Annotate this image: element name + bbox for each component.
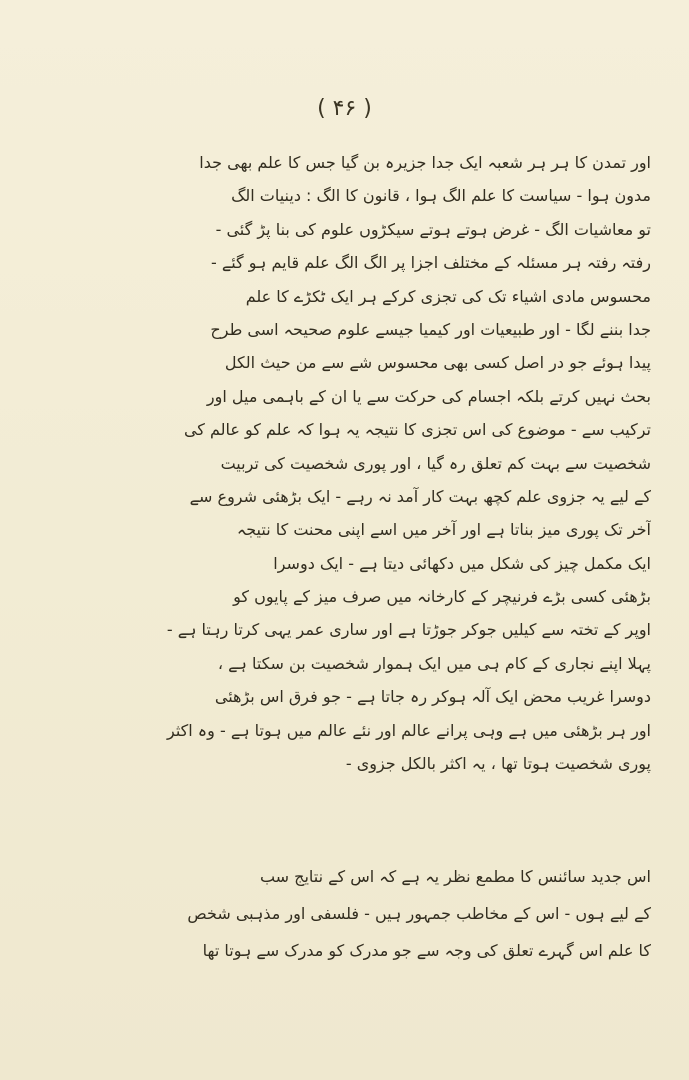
text-line: اور تمدن کا ہر ہر شعبہ ایک جدا جزیرہ بن گیا جس کا علم بھی جدا <box>199 153 651 172</box>
text-line: جدا بننے لگا - اور طبیعیات اور کیمیا جیسے علوم صحیحہ اسی طرح <box>210 319 651 339</box>
text-line: بحث نہیں کرتے بلکہ اجسام کی حرکت سے یا ان کے باہمی میل اور <box>206 386 651 406</box>
text-line: آخر تک پوری میز بناتا ہے اور آخر میں اسے اپنی محنت کا نتیجہ <box>236 520 651 540</box>
text-line: کا علم اس گہرے تعلق کی وجہ سے جو مدرک کو مدرک سے ہوتا تھا <box>202 941 651 960</box>
text-line: رفتہ رفتہ ہر مسئلہ کے مختلف اجزا پر الگ الگ علم قایم ہو گئے - <box>210 253 651 273</box>
text-line: پیدا ہوئے جو در اصل کسی بھی محسوس شے سے من حیث الکل <box>224 353 651 373</box>
text-line: کے لیے ہوں - اس کے مخاطب جمہور ہیں - فلسفی اور مذہبی شخص <box>187 904 651 923</box>
text-line: پوری شخصیت ہوتا تھا ، یہ اکثر بالکل جزوی - <box>345 754 651 774</box>
text-line: پہلا اپنے نجاری کے کام ہی میں ایک ہموار شخصیت بن سکتا ہے ، <box>217 653 651 673</box>
text-line: اوپر کے تختہ سے کیلیں جوکر جوڑتا ہے اور ساری عمر یہی کرتا رہتا ہے - <box>166 620 651 640</box>
text-line: محسوس مادی اشیاء تک کی تجزی کرکے ہر ایک ٹکڑے کا علم <box>245 286 651 306</box>
text-line: بڑھئی کسی بڑے فرنیچر کے کارخانہ میں صرف میز کے پایوں کو <box>233 587 651 607</box>
text-line: اس جدید سائنس کا مطمع نظر یہ ہے کہ اس کے نتایج سب <box>259 867 651 886</box>
text-line: تو معاشیات الگ - غرض ہوتے ہوتے سیکڑوں علوم کی بنا پڑ گئی - <box>215 219 651 239</box>
paragraph-1 <box>90 146 651 780</box>
text-line: شخصیت سے بہت کم تعلق رہ گیا ، اور پوری شخصیت کی تربیت <box>220 453 651 473</box>
paragraph-2 <box>90 858 651 969</box>
text-line: مدون ہوا - سیاست کا علم الگ ہوا ، قانون کا الگ : دینیات الگ <box>231 186 651 206</box>
text-line: ترکیب سے - موضوع کی اس تجزی کا نتیجہ یہ ہوا کہ علم کو عالم کی <box>183 420 651 440</box>
text-line: دوسرا غریب محض ایک آلہ ہوکر رہ جاتا ہے - جو فرق اس بڑھئی <box>214 687 651 707</box>
text-line: ایک مکمل چیز کی شکل میں دکھائی دیتا ہے - ایک دوسرا <box>273 553 651 573</box>
text-line: کے لیے یہ جزوی علم کچھ بہت کار آمد نہ رہے - ایک بڑھئی شروع سے <box>189 486 651 506</box>
text-line: اور ہر بڑھئی میں ہے وہی پرانے عالم اور نئے عالم میں ہوتا ہے - وہ اکثر <box>166 720 651 740</box>
page-number: ( ۴۶ ) <box>317 96 372 121</box>
